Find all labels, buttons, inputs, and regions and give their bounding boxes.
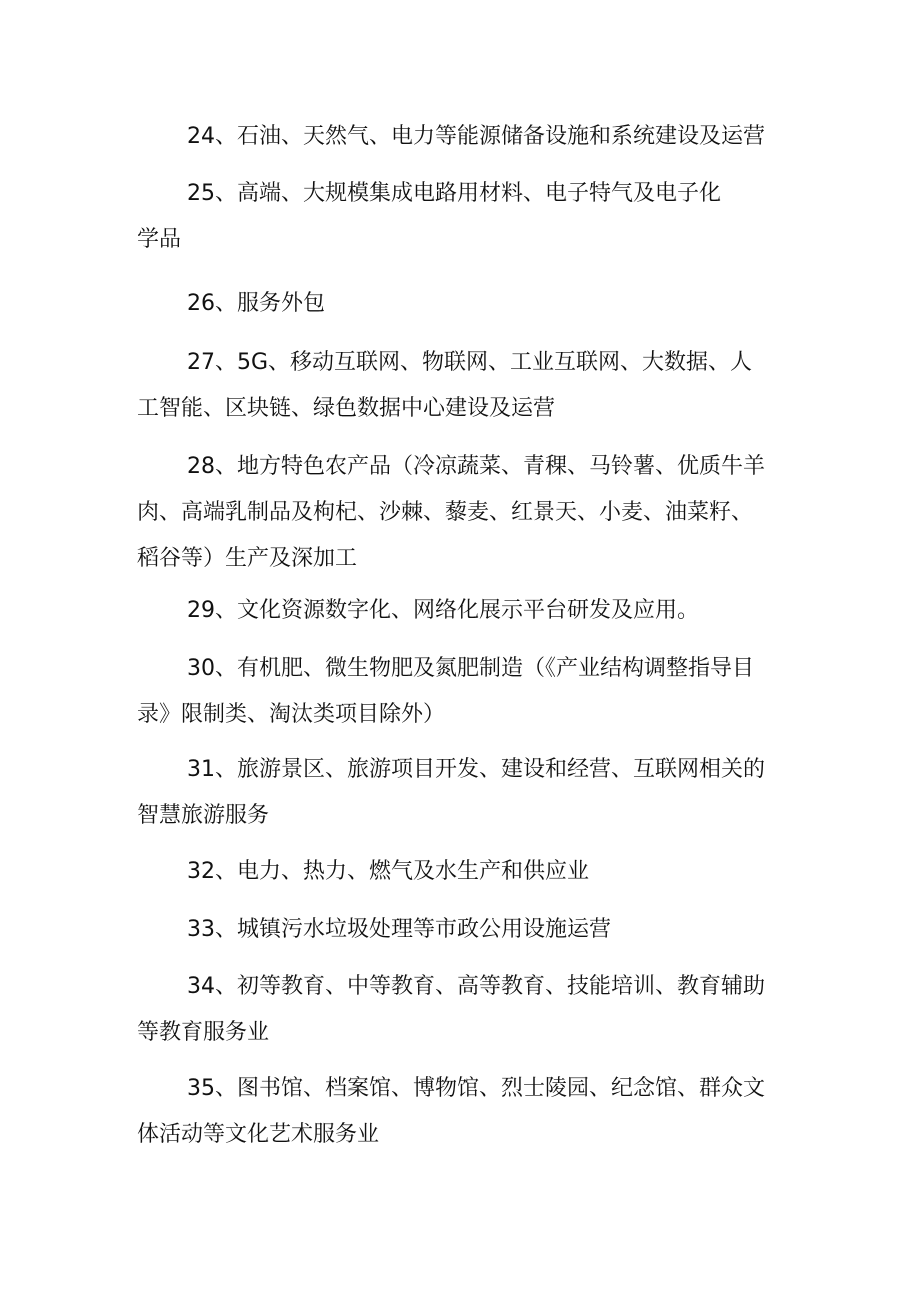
list-item-line: 学品	[137, 227, 182, 252]
list-item-29	[137, 588, 797, 634]
list-item-line: 智慧旅游服务	[137, 803, 270, 828]
list-item-line: 29、文化资源数字化、网络化展示平台研发及应用。	[187, 598, 699, 623]
list-item-line: 32、电力、热力、燃气及水生产和供应业	[187, 859, 589, 884]
list-item-line: 30、有机肥、微生物肥及氮肥制造（《产业结构调整指导目	[187, 656, 754, 681]
list-item-line: 35、图书馆、档案馆、博物馆、烈士陵园、纪念馆、群众文	[187, 1076, 765, 1101]
list-item-line: 稻谷等）生产及深加工	[137, 546, 358, 571]
list-item-line: 27、5G、移动互联网、物联网、工业互联网、大数据、人	[187, 350, 753, 375]
list-item-line: 体活动等文化艺术服务业	[137, 1122, 380, 1147]
list-item-33	[137, 907, 797, 953]
list-item-line: 26、服务外包	[187, 291, 325, 316]
list-item-line: 28、地方特色农产品（冷凉蔬菜、青稞、马铃薯、优质牛羊	[187, 454, 765, 479]
list-item-30	[137, 646, 797, 738]
list-item-line: 工智能、区块链、绿色数据中心建设及运营	[137, 396, 556, 421]
list-item-line: 录》限制类、淘汰类项目除外）	[137, 702, 446, 727]
list-item-35	[137, 1066, 797, 1158]
list-item-line: 等教育服务业	[137, 1020, 270, 1045]
list-item-28	[137, 444, 797, 582]
list-item-line: 24、石油、天然气、电力等能源储备设施和系统建设及运营	[187, 124, 765, 149]
list-item-25	[137, 171, 797, 263]
list-item-31	[137, 747, 797, 839]
list-item-34	[137, 964, 797, 1056]
list-item-24	[137, 114, 797, 160]
list-item-line: 33、城镇污水垃圾处理等市政公用设施运营	[187, 917, 611, 942]
list-item-32	[137, 849, 797, 895]
list-item-line: 肉、高端乳制品及枸杞、沙棘、藜麦、红景天、小麦、油菜籽、	[137, 500, 754, 525]
list-item-line: 31、旅游景区、旅游项目开发、建设和经营、互联网相关的	[187, 757, 765, 782]
list-item-26	[137, 281, 797, 327]
list-item-line: 34、初等教育、中等教育、高等教育、技能培训、教育辅助	[187, 974, 765, 999]
list-item-27	[137, 340, 797, 432]
list-item-line: 25、高端、大规模集成电路用材料、电子特气及电子化	[187, 181, 721, 206]
